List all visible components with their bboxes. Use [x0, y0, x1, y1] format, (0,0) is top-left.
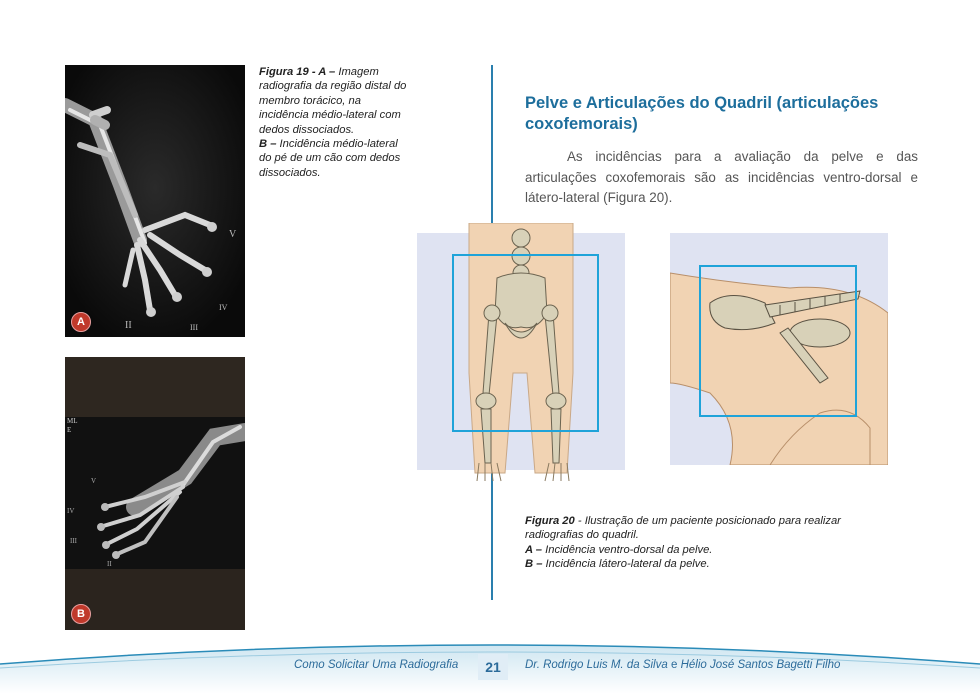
xray-a-bones — [65, 65, 245, 337]
figure-20-label: Figura 20 — [525, 515, 575, 527]
figure-20a-label: A – — [525, 543, 542, 556]
panel-b-badge: B — [71, 604, 91, 624]
digit-label: IV — [219, 303, 228, 312]
figure-20b-label: B – — [525, 558, 543, 571]
collimation-box-b — [699, 265, 857, 417]
figure-20-caption — [525, 514, 875, 572]
figure-20b-illustration — [670, 233, 888, 465]
figure-19-label: Figura 19 - A – — [259, 66, 336, 78]
collimation-box-a — [452, 254, 599, 432]
figure-19a-radiograph — [65, 65, 245, 337]
figure-19-caption — [259, 65, 409, 180]
author-conjunction: e — [670, 659, 678, 671]
xray-b-bones — [65, 357, 245, 630]
figure-19a-text: Imagem radiografia da região distal do membro torácico, na incidência médio-lateral com dedos dissociados. — [259, 66, 407, 136]
digit-label: III — [190, 323, 198, 332]
author-2: Hélio José Santos Bagetti Filho — [680, 659, 841, 671]
digit-label: IV — [67, 507, 75, 515]
panel-a-badge: A — [71, 312, 91, 332]
figure-20a-text: Incidência ventro-dorsal da pelve. — [542, 543, 713, 556]
digit-label: V — [91, 477, 97, 485]
figure-19b-label: B – — [259, 138, 277, 151]
author-1: Dr. Rodrigo Luis M. da Silva — [525, 659, 668, 671]
digit-label: V — [229, 229, 237, 240]
figure-20a-illustration — [417, 233, 625, 470]
marker-label: ML — [67, 417, 78, 425]
digit-label: II — [107, 560, 112, 568]
figure-19b-text: Incidência médio-lateral do pé de um cão com dedos dissociados. — [259, 138, 401, 179]
marker-label: E — [67, 426, 72, 434]
page-number: 21 — [478, 654, 508, 680]
section-title: Pelve e Articulações do Quadril (articulações coxofemorais) — [525, 94, 879, 133]
digit-label: II — [125, 320, 132, 331]
figure-19b-radiograph — [65, 357, 245, 630]
figure-20b-text: Incidência látero-lateral da pelve. — [542, 558, 710, 571]
digit-label: III — [70, 537, 77, 545]
figure-20-intro: - Ilustração de um paciente posicionado para realizar radiografias do quadril. — [525, 515, 841, 542]
footer-book-title: Como Solicitar Uma Radiografia — [294, 659, 459, 671]
section-paragraph: As incidências para a avaliação da pelve e das articulações coxofemorais são as incidências ventro-dorsal e látero-lateral (Figura 20). — [525, 149, 918, 205]
footer-authors — [525, 659, 840, 671]
